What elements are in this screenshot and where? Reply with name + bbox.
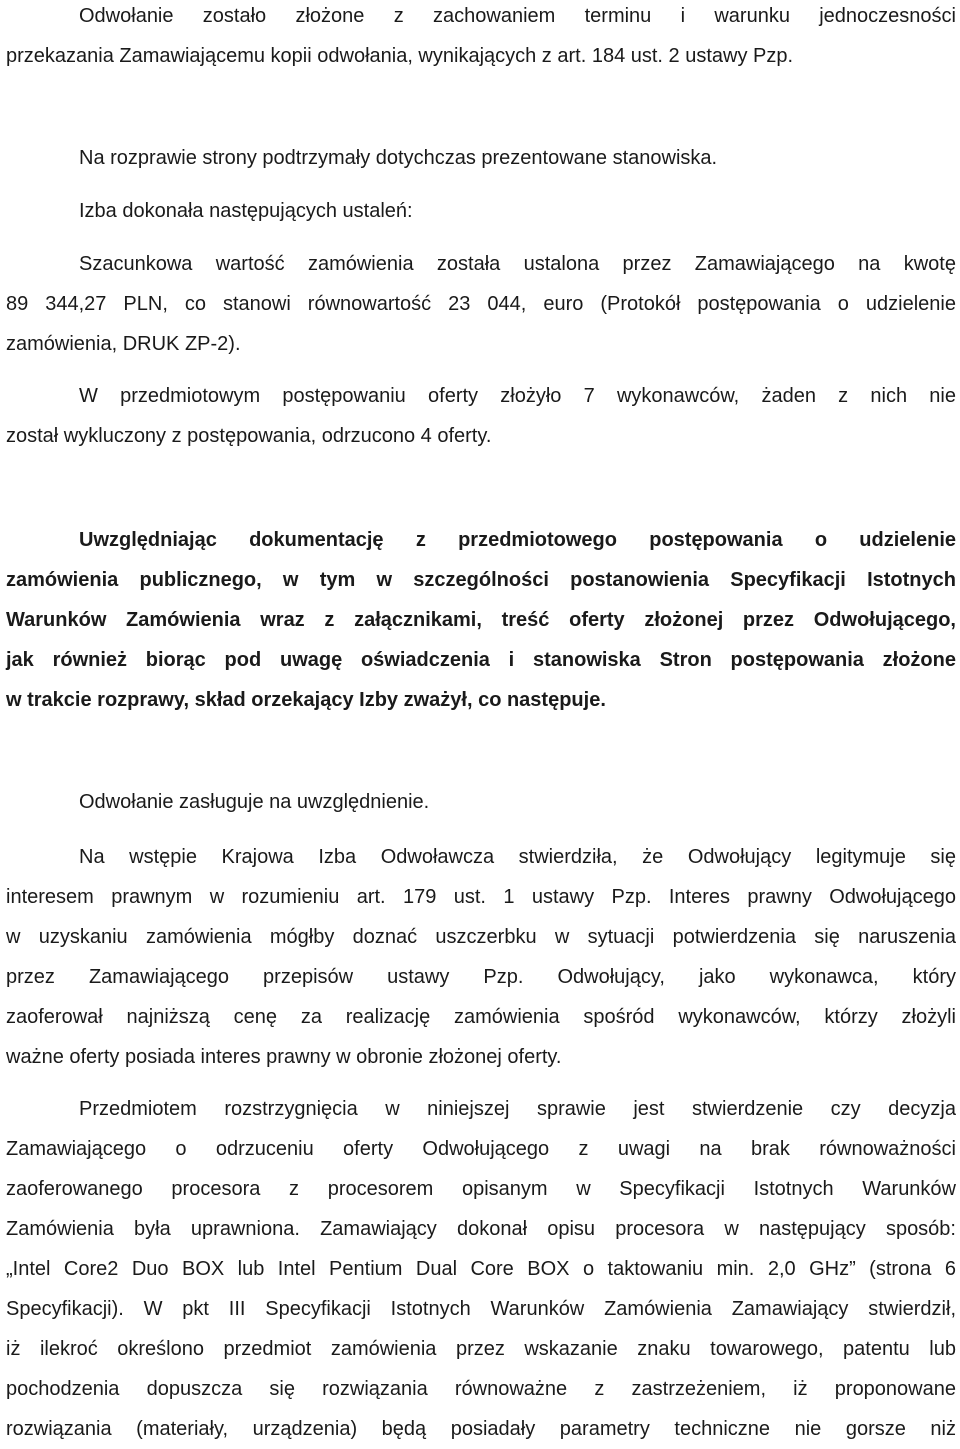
text-line: ważne oferty posiada interes prawny w obronie złożonej oferty. [6, 1046, 562, 1068]
text-line: Na wstępie Krajowa Izba Odwoławcza stwierdziła, że Odwołujący legitymuje się [79, 846, 956, 868]
text-line: iż ilekroć określono przedmiot zamówienia przez wskazanie znaku towarowego, patentu lub [6, 1338, 956, 1360]
text-line: pochodzenia dopuszcza się rozwiązania równoważne z zastrzeżeniem, iż proponowane [6, 1378, 956, 1400]
text-line: rozwiązania (materiały, urządzenia) będą posiadały parametry techniczne nie gorsze niż [6, 1418, 956, 1440]
text-line: interesem prawnym w rozumieniu art. 179 ust. 1 ustawy Pzp. Interes prawny Odwołującego [6, 886, 956, 908]
text-line: 89 344,27 PLN, co stanowi równowartość 23 044, euro (Protokół postępowania o udzielenie [6, 293, 956, 315]
text-line: Zamawiającego o odrzuceniu oferty Odwołującego z uwagi na brak równoważności [6, 1138, 956, 1160]
paragraph-legal-interest [6, 837, 956, 1077]
text-line: Specyfikacji). W pkt III Specyfikacji Istotnych Warunków Zamówienia Zamawiający stwierdził, [6, 1298, 956, 1320]
text-line: jak również biorąc pod uwagę oświadczenia i stanowiska Stron postępowania złożone [6, 649, 956, 671]
text-line: Odwołanie zostało złożone z zachowaniem terminu i warunku jednoczesności [79, 5, 956, 27]
paragraph-estimated-value [6, 244, 956, 364]
paragraph-verdict [6, 782, 956, 822]
text-line: Zamówienia była uprawniona. Zamawiający dokonał opisu procesora w następujący sposób: [6, 1218, 956, 1240]
text-line: Na rozprawie strony podtrzymały dotychczas prezentowane stanowiska. [79, 147, 718, 169]
text-line: Szacunkowa wartość zamówienia została ustalona przez Zamawiającego na kwotę [79, 253, 956, 275]
text-line: w uzyskaniu zamówienia mógłby doznać uszczerbku w sytuacji potwierdzenia się naruszenia [6, 926, 956, 948]
paragraph-timeliness [6, 0, 956, 76]
paragraph-considerations [6, 520, 956, 720]
paragraph-subject [6, 1089, 956, 1449]
text-line: przekazania Zamawiającemu kopii odwołania, wynikających z art. 184 ust. 2 ustawy Pzp. [6, 45, 794, 67]
text-line: Odwołanie zasługuje na uwzględnienie. [79, 791, 430, 813]
text-line: „Intel Core2 Duo BOX lub Intel Pentium Dual Core BOX o taktowaniu min. 2,0 GHz” (strona 6 [6, 1258, 956, 1280]
paragraph-findings-intro [6, 191, 956, 231]
text-line: zaoferował najniższą cenę za realizację zamówienia spośród wykonawców, którzy złożyli [6, 1006, 956, 1028]
text-line: Przedmiotem rozstrzygnięcia w niniejszej sprawie jest stwierdzenie czy decyzja [79, 1098, 956, 1120]
text-line: w trakcie rozprawy, skład orzekający Izby zważył, co następuje. [6, 689, 606, 711]
text-line: zaoferowanego procesora z procesorem opisanym w Specyfikacji Istotnych Warunków [6, 1178, 956, 1200]
text-line: Uwzględniając dokumentację z przedmiotowego postępowania o udzielenie [79, 529, 956, 551]
text-line: Warunków Zamówienia wraz z załącznikami, treść oferty złożonej przez Odwołującego, [6, 609, 956, 631]
text-line: przez Zamawiającego przepisów ustawy Pzp. Odwołujący, jako wykonawca, który [6, 966, 956, 988]
text-line: zamówienia publicznego, w tym w szczególności postanowienia Specyfikacji Istotnych [6, 569, 956, 591]
paragraph-positions [6, 138, 956, 178]
text-line: zamówienia, DRUK ZP-2). [6, 333, 241, 355]
text-line: Izba dokonała następujących ustaleń: [79, 200, 413, 222]
text-line: W przedmiotowym postępowaniu oferty złożyło 7 wykonawców, żaden z nich nie [79, 385, 956, 407]
text-line: został wykluczony z postępowania, odrzucono 4 oferty. [6, 425, 492, 447]
paragraph-offers [6, 376, 956, 456]
